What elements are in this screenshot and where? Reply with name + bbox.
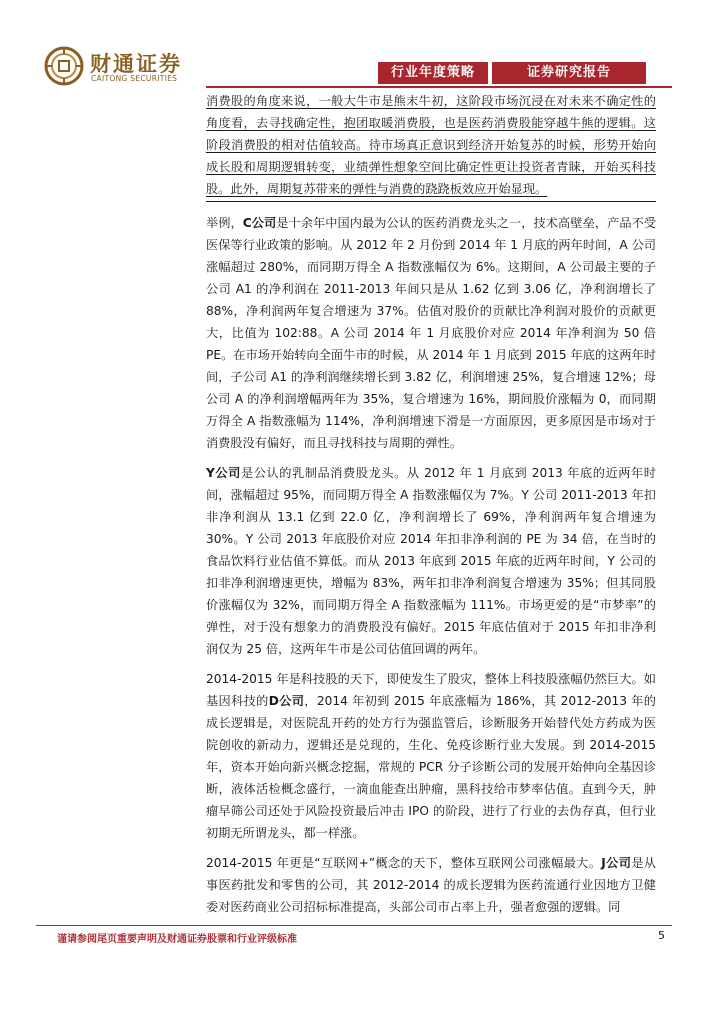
page-number: 5	[658, 929, 665, 942]
company-name-d: D公司	[268, 694, 305, 708]
paragraph-text: 2014-2015 年更是“互联网+”概念的天下，整体互联网公司涨幅最大。	[206, 856, 602, 870]
company-name-y: Y公司	[206, 466, 241, 480]
paragraph-company-j	[206, 852, 656, 918]
paragraph-text: 是从事医药批发和零售的公司，其 2012-2014 的成长逻辑为医药流通行业因地方卫健委对医药商业公司招标标准提高，头部公司市占率上升，强者愈强的逻辑。同	[206, 856, 656, 914]
footer-disclaimer: 谨请参阅尾页重要声明及财通证券股票和行业评级标准	[57, 934, 297, 945]
tab-securities-research-report: 证券研究报告	[492, 62, 646, 84]
logo-chinese-name: 财通证券	[90, 52, 182, 76]
company-name-c: C公司	[242, 216, 277, 230]
header-divider	[206, 86, 672, 88]
paragraph-text: 是十余年中国内最为公认的医药消费龙头之一，技术高壁垒，产品不受医保等行业政策的影响。从 2012 年 2 月份到 2014 年 1 月底的两年时间，A 公司涨幅超过 280%，而同期万得全 A 指数涨幅仅为 6%。这期间，A 公司最主要的子公司 A1 的净利润在 2011-2013 年间只是从 1.62 亿到 3.06 亿，净利润增长了 88%，净利润两年复合增速为 37%。估值对股价的贡献比净利润对股价的贡献更大，比值为 102:88。A 公司 2014 年 1 月底股价对应 2014 年净利润为 50 倍 PE。在市场开始转向全面牛市的时候，从 2014 年 1 月底到 2015 年底的这两年时间，子公司 A1 的净利润继续增长到 3.82 亿，利润增速 25%，复合增速 12%；母公司 A 的净利润增幅两年为 35%，复合增速为 16%，期间股价涨幅为 0，而同期万得全 A 指数涨幅为 114%，净利润增速下滑是一方面原因，更多原因是市场对于消费股没有偏好，而且寻找科技与周期的弹性。	[206, 216, 657, 450]
paragraph-company-c	[206, 212, 656, 454]
company-logo	[44, 44, 194, 88]
header-tabs	[378, 62, 646, 84]
tab-industry-annual-strategy: 行业年度策略	[378, 62, 488, 84]
paragraph-text: ，2014 年初到 2015 年底涨幅为 186%，其 2012-2013 年的成长逻辑是，对医院乱开药的处方行为强监管后，诊断服务开始替代处方药成为医院创收的新动力，逻辑还是兑现的，生化、免疫诊断行业大发展。到 2014-2015 年，资本开始向新兴概念挖掘，常规的 PCR 分子诊断公司的发展开始伸向全基因诊断，液体活检概念盛行，一滴血能查出肿瘤，黑科技给市梦率估值。直到今天，肿瘤早筛公司还处于风险投资最后冲击 IPO 的阶段，进行了行业的去伪存真，但行业初期无所谓龙头，都一样涨。	[206, 694, 656, 840]
paragraph-company-y	[206, 462, 656, 660]
paragraph-text: 是公认的乳制品消费股龙头。从 2012 年 1 月底到 2013 年底的近两年时间，涨幅超过 95%，而同期万得全 A 指数涨幅仅为 7%。Y 公司 2011-2013 年扣非净利润从 13.1 亿到 22.0 亿，净利润增长了 69%，净利润两年复合增速为 30%。Y 公司 2013 年底股价对应 2014 年扣非净利润的 PE 为 34 倍，在当时的食品饮料行业估值不算低。而从 2013 年底到 2015 年底的近两年时间，Y 公司的扣非净利润增速更快，增幅为 83%，两年扣非净利润复合增速为 35%；但其同股价涨幅仅为 32%，而同期万得全 A 指数涨幅为 111%。市场更爱的是“市梦率”的弹性，对于没有想象力的消费股没有偏好。2015 年底估值对于 2015 年扣非净利润仅为 25 倍，这两年牛市是公司估值回调的两年。	[206, 466, 656, 656]
logo-coin-icon	[44, 46, 84, 86]
footer-divider	[36, 925, 672, 926]
paragraph-text: 2014-2015 年是科技股的天下，即使发生了股灾，整体上科技股涨幅仍然巨大。如基因科技的	[206, 672, 656, 708]
paragraph-consumer-stocks	[206, 90, 656, 202]
paragraph-text: 消费股的角度来说，一般大牛市是熊末牛初，这阶段市场沉浸在对未来不确定性的角度看，去寻找确定性，抱团取暖消费股，也是医药消费股能穿越牛熊的逻辑。这阶段消费股的相对估值较高。待市场真正意识到经济开始复苏的时候，形势开始向成长股和周期逻辑转变，业绩弹性想象空间比确定性更让投资者青睐，开始买科技股。此外，周期复苏带来的弹性与消费的跷跷板效应开始显现。	[206, 94, 656, 196]
paragraph-company-d	[206, 668, 656, 844]
report-body	[206, 90, 656, 926]
company-name-j: J公司	[601, 856, 632, 870]
paragraph-prefix: 举例，	[206, 216, 243, 230]
logo-english-name: CAITONG SECURITIES	[91, 74, 178, 83]
